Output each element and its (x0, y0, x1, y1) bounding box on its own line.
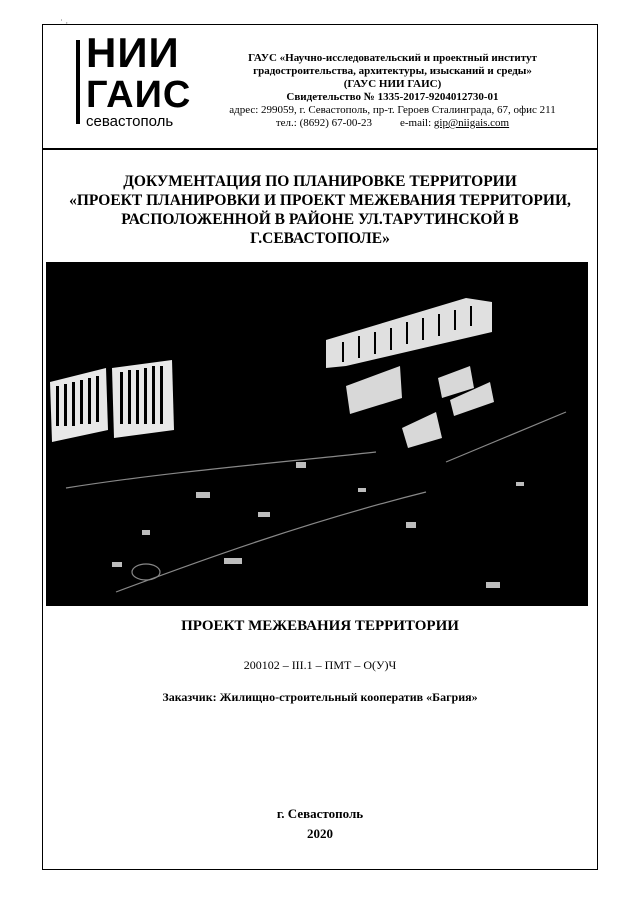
logo (76, 29, 192, 130)
document-title (60, 172, 580, 248)
address: адрес: 299059, г. Севастополь, пр-т. Героев Сталинграда, 67, офис 211 (229, 104, 556, 116)
contacts (200, 117, 585, 130)
title-line-1: ДОКУМЕНТАЦИЯ ПО ПЛАНИРОВКЕ ТЕРРИТОРИИ (123, 173, 517, 190)
logo-bar (76, 40, 80, 124)
section-title: ПРОЕКТ МЕЖЕВАНИЯ ТЕРРИТОРИИ (181, 618, 459, 634)
logo-line-3: севастополь (86, 113, 174, 130)
title-line-4: Г.СЕВАСТОПОЛЕ» (250, 230, 390, 247)
client: Заказчик: Жилищно-строительный кооператив «Багрия» (162, 690, 478, 704)
place-and-year (42, 804, 598, 844)
title-line-2: «ПРОЕКТ ПЛАНИРОВКИ И ПРОЕКТ МЕЖЕВАНИЯ ТЕРРИТОРИИ, (69, 192, 571, 209)
org-name-line-2: градостроительства, архитектуры, изысканий и среды» (253, 65, 532, 77)
city: г. Севастополь (276, 806, 364, 821)
logo-line-2: ГАИС (86, 74, 192, 116)
title-line-3: РАСПОЛОЖЕННОЙ В РАЙОНЕ УЛ.ТАРУТИНСКОЙ В (121, 211, 519, 228)
aerial-photo (46, 262, 588, 606)
document-code: 200102 – III.1 – ПМТ – О(У)Ч (243, 658, 397, 672)
organization-info (200, 52, 585, 130)
header-divider (42, 148, 598, 150)
phone: тел.: (8692) 67-00-23 (275, 117, 372, 129)
logo-line-1: НИИ (86, 29, 180, 76)
certificate: Свидетельство № 1335-2017-9204012730-01 (286, 91, 499, 103)
aerial-photo-image (46, 262, 588, 606)
year: 2020 (307, 826, 333, 841)
email-group (400, 117, 509, 130)
org-short-name: (ГАУС НИИ ГАИС) (343, 78, 442, 90)
scan-mark: ˙ · (60, 18, 69, 28)
email-link[interactable]: gip@niigais.com (433, 117, 510, 129)
org-name-line-1: ГАУС «Научно-исследовательский и проектный институт (248, 52, 537, 64)
email-label: e-mail: (400, 117, 432, 129)
